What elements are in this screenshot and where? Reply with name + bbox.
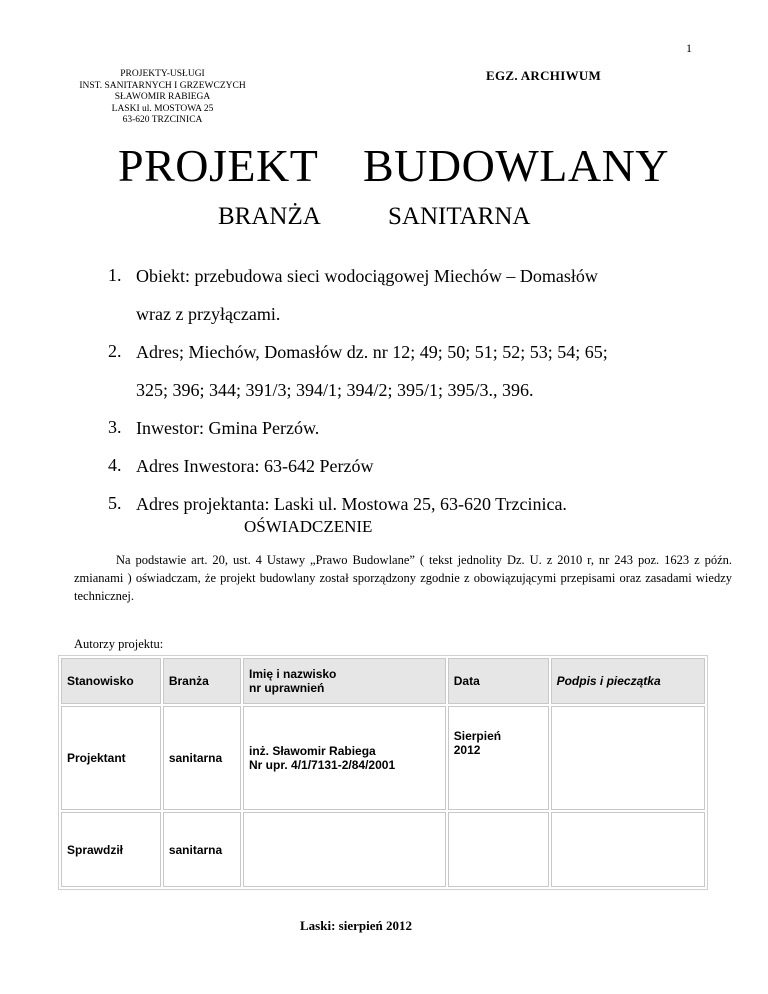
- company-line: 63-620 TRZCINICA: [122, 115, 203, 125]
- info-line: 325; 396; 344; 391/3; 394/1; 394/2; 395/1; 395/3., 396.: [136, 380, 534, 400]
- cell-position: Sprawdził: [61, 812, 161, 887]
- header-name-line: Imię i nazwisko: [249, 667, 337, 681]
- info-item-investor-address: [108, 455, 748, 493]
- table-row: [61, 706, 705, 810]
- footer-place-date: Laski: sierpień 2012: [300, 918, 412, 933]
- document-title-word-2: BUDOWLANY: [363, 140, 670, 191]
- cell-date-line: Sierpień: [453, 729, 502, 743]
- page-number: 1: [686, 41, 692, 55]
- info-line: wraz z przyłączami.: [136, 304, 281, 324]
- branch-value: SANITARNA: [388, 203, 531, 230]
- item-number: 5.: [108, 493, 122, 513]
- cell-signature: [551, 706, 705, 810]
- info-line: Adres projektanta: Laski ul. Mostowa 25, 63-620 Trzcinica.: [136, 494, 567, 514]
- cell-branch: sanitarna: [163, 706, 241, 810]
- company-line: PROJEKTY-USŁUGI: [120, 69, 205, 79]
- cell-date: [448, 812, 549, 887]
- cell-name-line: inż. Sławomir Rabiega: [249, 744, 376, 758]
- item-number: 1.: [108, 265, 122, 285]
- company-line: SŁAWOMIR RABIEGA: [114, 92, 211, 102]
- authors-table: [58, 655, 708, 890]
- header-name-line: nr uprawnień: [249, 681, 325, 695]
- cell-position: Projektant: [61, 706, 161, 810]
- cell-name: [243, 812, 446, 887]
- cell-signature: [551, 812, 705, 887]
- authors-label: Autorzy projektu:: [74, 637, 164, 651]
- declaration-title: OŚWIADCZENIE: [244, 517, 373, 536]
- info-line: Adres Inwestora: 63-642 Perzów: [136, 456, 374, 476]
- cell-branch: sanitarna: [163, 812, 241, 887]
- company-header: [60, 69, 265, 127]
- table-header-row: [61, 658, 705, 704]
- info-item-object: [108, 265, 748, 341]
- info-line: Adres; Miechów, Domasłów dz. nr 12; 49; 50; 51; 52; 53; 54; 65;: [136, 342, 608, 362]
- item-number: 2.: [108, 341, 122, 361]
- header-branch: Branża: [163, 658, 241, 704]
- declaration-text: Na podstawie art. 20, ust. 4 Ustawy „Prawo Budowlane” ( tekst jednolity Dz. U. z 2010 r, nr 243 poz. 1623 z późn. zmianami ) oświadczam, że projekt budowlany został sporządzony zgodnie z obowiązującymi przepisami oraz zasadami wiedzy technicznej.: [74, 553, 732, 603]
- project-info-list: [108, 265, 748, 531]
- header-position: Stanowisko: [61, 658, 161, 704]
- item-number: 3.: [108, 417, 122, 437]
- header-date: Data: [448, 658, 549, 704]
- header-signature: Podpis i pieczątka: [551, 658, 705, 704]
- company-line: LASKI ul. MOSTOWA 25: [111, 103, 214, 114]
- cell-name: [243, 706, 446, 810]
- archive-label: EGZ. ARCHIWUM: [486, 68, 602, 83]
- branch-label: BRANŻA: [218, 203, 321, 230]
- table-row: [61, 812, 705, 887]
- item-number: 4.: [108, 455, 122, 475]
- cell-date-line: 2012: [453, 743, 481, 757]
- info-item-investor: [108, 417, 748, 455]
- cell-name-line: Nr upr. 4/1/7131-2/84/2001: [249, 758, 396, 772]
- cell-date: [448, 706, 549, 810]
- info-line: Obiekt: przebudowa sieci wodociągowej Miechów – Domasłów: [136, 266, 598, 286]
- info-item-designer-address: [108, 493, 748, 531]
- company-line: INST. SANITARNYCH I GRZEWCZYCH: [79, 80, 246, 91]
- info-line: Inwestor: Gmina Perzów.: [136, 418, 320, 438]
- header-name: [243, 658, 446, 704]
- info-item-address: [108, 341, 748, 417]
- document-title-word-1: PROJEKT: [118, 140, 319, 191]
- declaration-paragraph: [74, 551, 732, 605]
